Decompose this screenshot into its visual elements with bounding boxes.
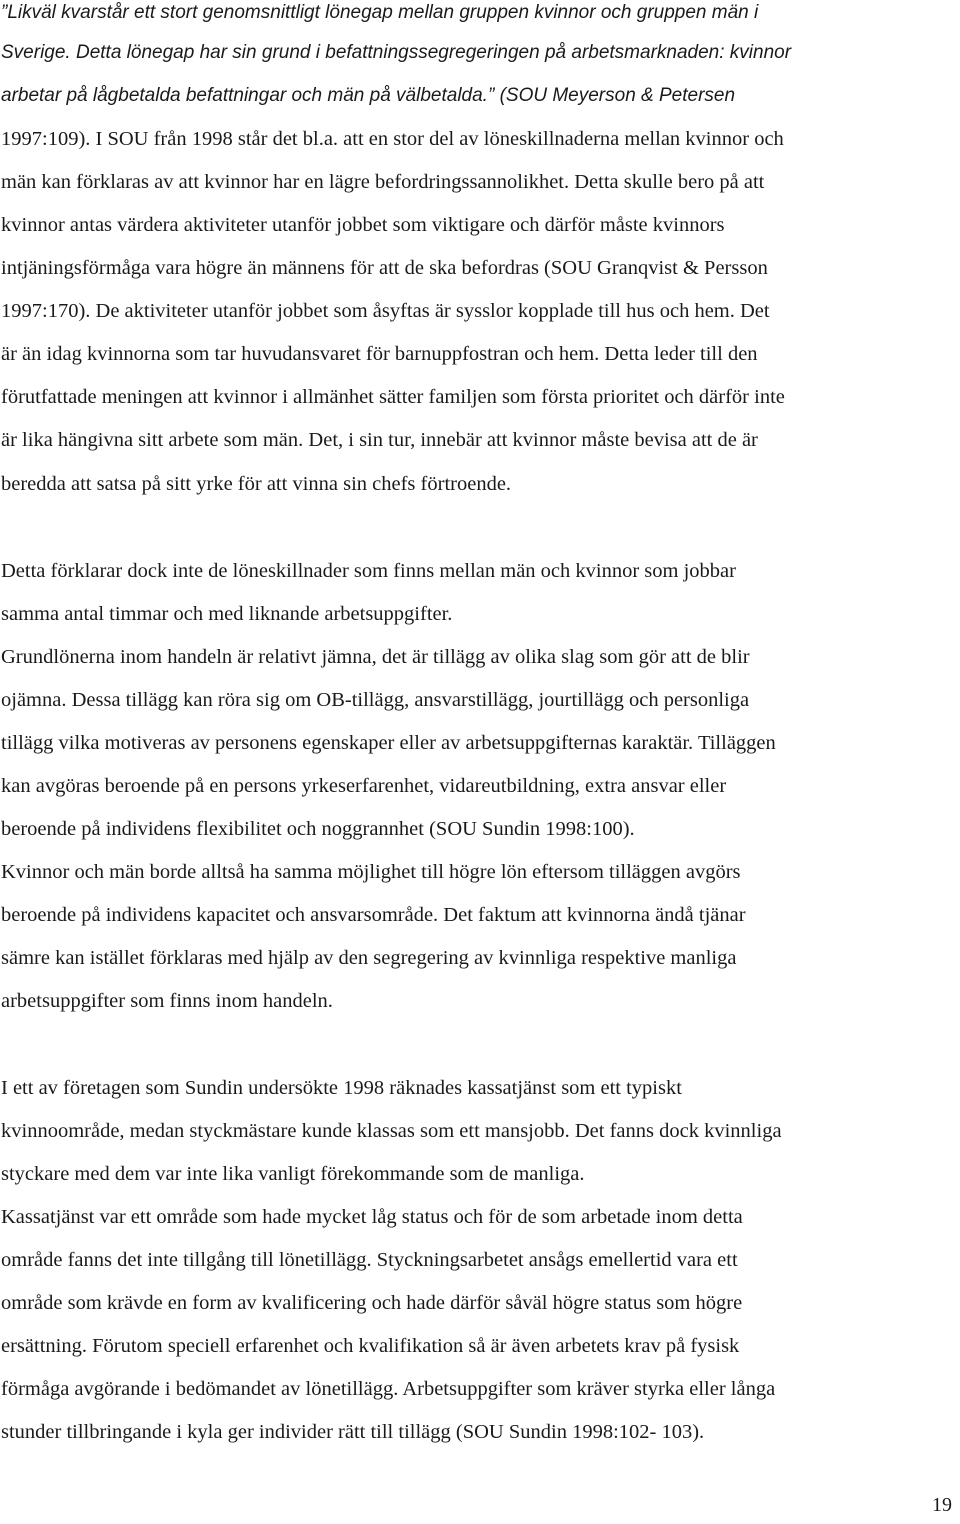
page-number: 19 — [932, 1494, 952, 1516]
text-line: beroende på individens kapacitet och ansvarsområde. Det faktum att kvinnorna ändå tjänar — [1, 904, 746, 926]
text-line: är än idag kvinnorna som tar huvudansvaret för barnuppfostran och hem. Detta leder till den — [1, 343, 758, 365]
quote-line: arbetar på lågbetalda befattningar och män på välbetalda.” (SOU Meyerson & Petersen — [1, 85, 736, 106]
text-line: intjäningsförmåga vara högre än männens för att de ska befordras (SOU Granqvist & Persson — [1, 257, 768, 279]
text-line: område som krävde en form av kvalificering och hade därför såväl högre status som högre — [1, 1292, 743, 1314]
text-line: stunder tillbringande i kyla ger individer rätt till tillägg (SOU Sundin 1998:102- 103). — [1, 1421, 705, 1443]
text-line: förmåga avgörande i bedömandet av lönetillägg. Arbetsuppgifter som kräver styrka eller långa — [1, 1378, 776, 1400]
text-line: ersättning. Förutom speciell erfarenhet och kvalifikation så är även arbetets krav på fysisk — [1, 1335, 740, 1357]
text-line: Kvinnor och män borde alltså ha samma möjlighet till högre lön eftersom tilläggen avgörs — [1, 861, 741, 883]
text-line: 1997:170). De aktiviteter utanför jobbet som åsyftas är sysslor kopplade till hus och hem. Det — [1, 300, 770, 322]
text-line: Grundlönerna inom handeln är relativt jämna, det är tillägg av olika slag som gör att de blir — [1, 646, 750, 668]
text-line: I ett av företagen som Sundin undersökte 1998 räknades kassatjänst som ett typiskt — [1, 1077, 682, 1099]
text-line: kan avgöras beroende på en persons yrkeserfarenhet, vidareutbildning, extra ansvar eller — [1, 775, 727, 797]
text-line: Detta förklarar dock inte de löneskillnader som finns mellan män och kvinnor som jobbar — [1, 560, 736, 582]
text-line: sämre kan istället förklaras med hjälp av den segregering av kvinnliga respektive manliga — [1, 947, 737, 969]
quote-line: ”Likväl kvarstår ett stort genomsnittligt lönegap mellan gruppen kvinnor och gruppen män i — [1, 2, 759, 23]
text-line: beroende på individens flexibilitet och noggrannhet (SOU Sundin 1998:100). — [1, 818, 635, 840]
text-line: ojämna. Dessa tillägg kan röra sig om OB-tillägg, ansvarstillägg, jourtillägg och personliga — [1, 689, 750, 711]
text-line: kvinnor antas värdera aktiviteter utanför jobbet som viktigare och därför måste kvinnors — [1, 214, 725, 236]
text-line: arbetsuppgifter som finns inom handeln. — [1, 990, 333, 1012]
text-line: samma antal timmar och med liknande arbetsuppgifter. — [1, 603, 453, 625]
text-line: 1997:109). I SOU från 1998 står det bl.a. att en stor del av löneskillnaderna mellan kvinnor och — [1, 128, 784, 150]
text-line: förutfattade meningen att kvinnor i allmänhet sätter familjen som första prioritet och därför inte — [1, 386, 785, 408]
text-line: tillägg vilka motiveras av personens egenskaper eller av arbetsuppgifternas karaktär. Tilläggen — [1, 732, 776, 754]
text-line: är lika hängivna sitt arbete som män. Det, i sin tur, innebär att kvinnor måste bevisa att de är — [1, 429, 758, 451]
quote-line: Sverige. Detta lönegap har sin grund i befattningssegregeringen på arbetsmarknaden: kvinnor — [1, 42, 792, 63]
text-line: män kan förklaras av att kvinnor har en lägre befordringssannolikhet. Detta skulle bero på att — [1, 171, 765, 193]
text-line: Kassatjänst var ett område som hade mycket låg status och för de som arbetade inom detta — [1, 1206, 743, 1228]
text-line: styckare med dem var inte lika vanligt förekommande som de manliga. — [1, 1163, 585, 1185]
text-line: beredda att satsa på sitt yrke för att vinna sin chefs förtroende. — [1, 473, 512, 495]
text-line: område fanns det inte tillgång till lönetillägg. Styckningsarbetet ansågs emellertid vara ett — [1, 1249, 738, 1271]
text-line: kvinnoområde, medan styckmästare kunde klassas som ett mansjobb. Det fanns dock kvinnliga — [1, 1120, 782, 1142]
